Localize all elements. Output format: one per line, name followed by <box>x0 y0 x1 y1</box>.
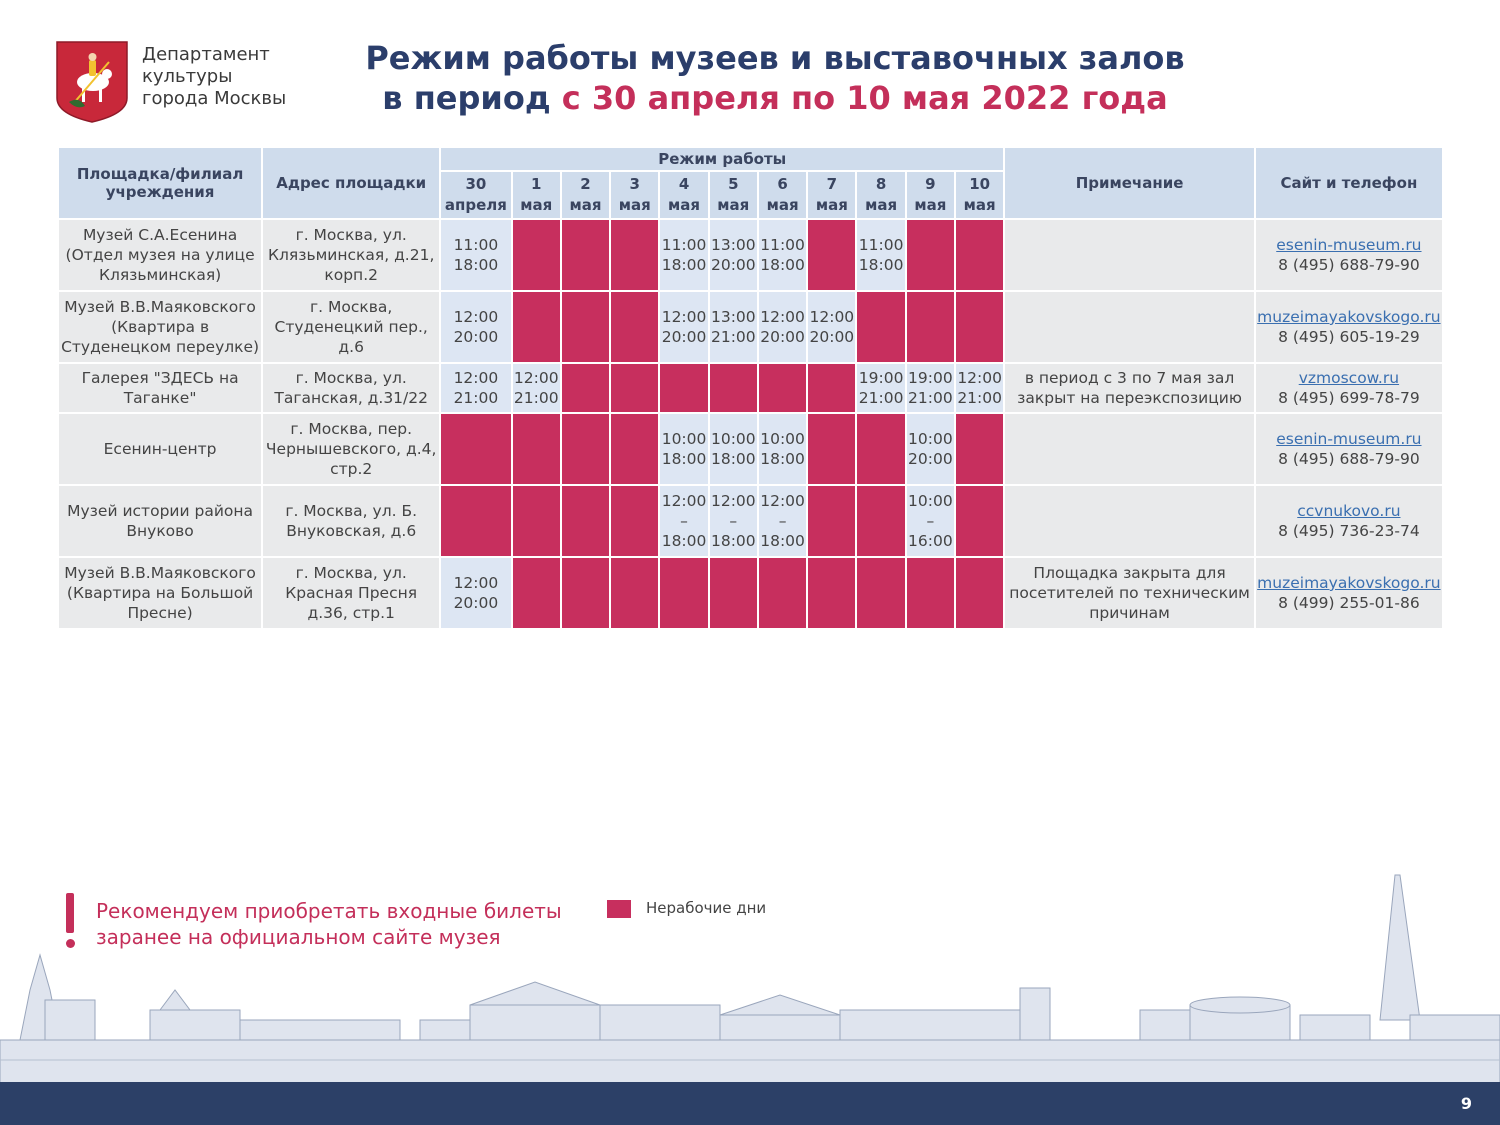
museum-website-link[interactable]: esenin-museum.ru <box>1276 430 1422 448</box>
hours-line: 12:00 <box>453 308 499 326</box>
hours-line: 18:00 <box>453 256 499 274</box>
venue-cell: Музей В.В.Маяковского (Квартира в Студенецком переулке) <box>59 292 261 362</box>
hours-cell <box>441 292 510 362</box>
header-venue: Площадка/филиал учреждения <box>59 148 261 218</box>
day-month: мая <box>815 196 848 214</box>
site-phone-cell <box>1256 220 1442 290</box>
hours-cell <box>441 558 510 628</box>
hours-line: 12:00 <box>957 369 1002 387</box>
venue-cell: Музей С.А.Есенина (Отдел музея на улице Клязьминская) <box>59 220 261 290</box>
closed-day-cell <box>562 486 609 556</box>
hours-line: 21:00 <box>710 328 756 346</box>
hours-line: 20:00 <box>453 328 499 346</box>
page-number: 9 <box>1460 1094 1472 1113</box>
hours-cell <box>759 414 806 484</box>
dept-line-1: Департамент <box>142 44 270 65</box>
hours-line: 12:00 <box>760 308 805 326</box>
table-header <box>59 148 1442 218</box>
day-header <box>907 172 954 218</box>
site-phone-cell <box>1256 292 1442 362</box>
site-phone-cell <box>1256 486 1442 556</box>
hours-cell <box>857 220 904 290</box>
site-phone-cell <box>1256 558 1442 628</box>
hours-line: 12:00 <box>453 369 499 387</box>
hours-line: 11:00 <box>453 236 499 254</box>
venue-cell: Галерея "ЗДЕСЬ на Таганке" <box>59 364 261 412</box>
venue-cell: Музей истории района Внуково <box>59 486 261 556</box>
closed-day-cell <box>759 364 806 412</box>
hours-line: 21:00 <box>858 389 904 407</box>
phone-number: 8 (495) 688-79-90 <box>1278 256 1420 274</box>
museum-website-link[interactable]: muzeimayakovskogo.ru <box>1257 574 1441 592</box>
day-number: 30 <box>465 175 487 193</box>
hours-cell <box>513 364 560 412</box>
site-phone-cell <box>1256 414 1442 484</box>
hours-cell <box>660 414 707 484</box>
closed-day-cell <box>513 220 560 290</box>
day-number: 2 <box>580 175 591 193</box>
hours-cell <box>710 486 757 556</box>
hours-line: 10:00 <box>908 492 953 510</box>
address-cell: г. Москва, ул. Красная Пресня д.36, стр.1 <box>263 558 439 628</box>
closed-day-cell <box>611 414 658 484</box>
hours-line: 18:00 <box>760 532 805 550</box>
day-number: 1 <box>531 175 542 193</box>
hours-cell <box>808 292 855 362</box>
table-row <box>59 558 1442 628</box>
day-number: 8 <box>875 175 887 193</box>
hours-line: 18:00 <box>710 532 756 550</box>
note-cell <box>1005 220 1253 290</box>
hours-cell <box>660 220 707 290</box>
day-header <box>611 172 658 218</box>
hours-line: 19:00 <box>908 369 953 387</box>
hours-cell <box>907 414 954 484</box>
day-month: мая <box>766 196 799 214</box>
recommendation-line-2: заранее на официальном сайте музея <box>96 925 501 949</box>
closed-day-cell <box>611 220 658 290</box>
note-cell: в период с 3 по 7 мая зал закрыт на переэкспозицию <box>1005 364 1253 412</box>
day-number: 6 <box>777 175 788 193</box>
hours-cell <box>660 292 707 362</box>
hours-line: 12:00 <box>661 492 707 510</box>
hours-cell <box>857 364 904 412</box>
closed-day-cell <box>611 364 658 412</box>
closed-day-cell <box>956 558 1003 628</box>
closed-day-cell <box>562 292 609 362</box>
footer-band <box>0 1082 1500 1125</box>
hours-line: 18:00 <box>760 256 805 274</box>
closed-day-cell <box>513 558 560 628</box>
day-header <box>562 172 609 218</box>
hours-cell <box>710 220 757 290</box>
venue-cell: Есенин-центр <box>59 414 261 484</box>
closed-day-cell <box>562 364 609 412</box>
museum-website-link[interactable]: vzmoscow.ru <box>1298 369 1400 387</box>
closed-day-cell <box>857 292 904 362</box>
hours-line: 20:00 <box>809 328 855 346</box>
hours-line: 20:00 <box>710 256 756 274</box>
closed-day-cell <box>857 558 904 628</box>
hours-line: 13:00 <box>710 236 756 254</box>
closed-day-cell <box>513 292 560 362</box>
department-name <box>142 44 286 110</box>
hours-line: 10:00 <box>760 430 805 448</box>
hours-line: 20:00 <box>760 328 805 346</box>
day-month: мая <box>717 196 750 214</box>
closed-day-cell <box>956 292 1003 362</box>
closed-day-cell <box>441 486 510 556</box>
hours-line: – <box>926 512 935 530</box>
title-line-1: Режим работы музеев и выставочных залов <box>365 39 1185 77</box>
hours-line: 12:00 <box>661 308 707 326</box>
hours-line: 18:00 <box>661 256 707 274</box>
phone-number: 8 (495) 736-23-74 <box>1278 522 1420 540</box>
hours-cell <box>710 414 757 484</box>
hours-line: 18:00 <box>858 256 904 274</box>
hours-line: 11:00 <box>858 236 904 254</box>
moscow-skyline-illustration <box>0 870 1500 1085</box>
hours-line: 13:00 <box>710 308 756 326</box>
closed-day-cell <box>857 414 904 484</box>
day-header <box>441 172 510 218</box>
day-month: мая <box>520 196 553 214</box>
hours-cell <box>907 486 954 556</box>
closed-day-cell <box>808 414 855 484</box>
address-cell: г. Москва, ул. Б. Внуковская, д.6 <box>263 486 439 556</box>
hours-cell <box>759 220 806 290</box>
closed-day-cell <box>907 558 954 628</box>
closed-day-cell <box>907 292 954 362</box>
hours-line: 10:00 <box>908 430 953 448</box>
day-header <box>808 172 855 218</box>
hours-cell <box>956 364 1003 412</box>
venue-cell: Музей В.В.Маяковского (Квартира на Большой Пресне) <box>59 558 261 628</box>
note-cell: Площадка закрыта для посетителей по техническим причинам <box>1005 558 1253 628</box>
hours-line: 20:00 <box>453 594 499 612</box>
hours-line: 12:00 <box>760 492 805 510</box>
museum-website-link[interactable]: ccvnukovo.ru <box>1297 502 1401 520</box>
hours-line: 18:00 <box>710 450 756 468</box>
day-number: 5 <box>728 175 739 193</box>
closed-day-cell <box>857 486 904 556</box>
day-month: апреля <box>444 196 507 214</box>
day-header <box>710 172 757 218</box>
closed-day-cell <box>611 558 658 628</box>
day-header <box>513 172 560 218</box>
hours-line: 10:00 <box>710 430 756 448</box>
title-period-highlight: с 30 апреля по 10 мая 2022 года <box>561 79 1168 117</box>
closed-day-cell <box>759 558 806 628</box>
hours-line: 11:00 <box>661 236 707 254</box>
hours-cell <box>759 292 806 362</box>
day-number: 10 <box>969 175 991 193</box>
hours-line: 12:00 <box>809 308 855 326</box>
hours-line: 16:00 <box>908 532 953 550</box>
closed-day-cell <box>611 486 658 556</box>
day-number: 7 <box>826 175 838 193</box>
address-cell: г. Москва, ул. Таганская, д.31/22 <box>263 364 439 412</box>
hours-line: – <box>680 512 688 530</box>
hours-line: 21:00 <box>908 389 953 407</box>
hours-line: 20:00 <box>661 328 707 346</box>
closed-day-cell <box>562 220 609 290</box>
address-cell: г. Москва, пер. Чернышевского, д.4, стр.2 <box>263 414 439 484</box>
phone-number: 8 (495) 688-79-90 <box>1278 450 1420 468</box>
hours-line: 18:00 <box>661 532 707 550</box>
address-cell: г. Москва, ул. Клязьминская, д.21, корп.2 <box>263 220 439 290</box>
closed-day-cell <box>956 486 1003 556</box>
closed-day-cell <box>808 220 855 290</box>
hours-line: 20:00 <box>908 450 953 468</box>
hours-line: 12:00 <box>710 492 756 510</box>
address-cell: г. Москва, Студенецкий пер., д.6 <box>263 292 439 362</box>
hours-line: 12:00 <box>513 369 559 387</box>
header-note: Примечание <box>1005 148 1253 218</box>
table-row <box>59 486 1442 556</box>
museum-website-link[interactable]: muzeimayakovskogo.ru <box>1257 308 1441 326</box>
header-schedule: Режим работы <box>441 148 1003 170</box>
recommendation-line-1: Рекомендуем приобретать входные билеты <box>96 899 562 923</box>
day-number: 4 <box>678 175 690 193</box>
closed-day-cell <box>441 414 510 484</box>
schedule-table <box>57 146 1444 630</box>
closed-day-cell <box>562 414 609 484</box>
table-body <box>59 220 1442 628</box>
closed-day-cell <box>611 292 658 362</box>
table-row <box>59 364 1442 412</box>
hours-line: 18:00 <box>661 450 707 468</box>
title-line-2-prefix: в период <box>382 79 562 117</box>
hours-cell <box>441 364 510 412</box>
table-row <box>59 220 1442 290</box>
hours-line: – <box>778 512 787 530</box>
dept-line-3: города Москвы <box>142 88 287 109</box>
legend-label-closed: Нерабочие дни <box>646 899 767 917</box>
closed-day-cell <box>956 220 1003 290</box>
table-row <box>59 414 1442 484</box>
closed-day-cell <box>808 364 855 412</box>
closed-day-cell <box>710 364 757 412</box>
site-phone-cell <box>1256 364 1442 412</box>
closed-day-cell <box>956 414 1003 484</box>
day-month: мая <box>668 196 701 214</box>
header-site-phone: Сайт и телефон <box>1256 148 1442 218</box>
dept-line-2: культуры <box>142 66 233 87</box>
hours-line: 12:00 <box>453 574 499 592</box>
day-month: мая <box>914 196 947 214</box>
day-header <box>857 172 904 218</box>
hours-cell <box>441 220 510 290</box>
day-number: 3 <box>629 175 640 193</box>
header-address: Адрес площадки <box>263 148 439 218</box>
hours-line: 18:00 <box>760 450 805 468</box>
closed-day-cell <box>808 558 855 628</box>
day-number: 9 <box>925 175 936 193</box>
closed-day-cell <box>562 558 609 628</box>
hours-cell <box>907 364 954 412</box>
moscow-coat-of-arms-logo <box>55 40 129 124</box>
closed-day-cell <box>513 414 560 484</box>
phone-number: 8 (495) 605-19-29 <box>1278 328 1420 346</box>
note-cell <box>1005 292 1253 362</box>
closed-day-cell <box>808 486 855 556</box>
hours-line: 10:00 <box>661 430 707 448</box>
hours-line: 19:00 <box>858 369 904 387</box>
note-cell <box>1005 486 1253 556</box>
closed-day-cell <box>660 364 707 412</box>
hours-line: 21:00 <box>453 389 499 407</box>
closed-day-cell <box>907 220 954 290</box>
phone-number: 8 (499) 255-01-86 <box>1278 594 1420 612</box>
title-line-2 <box>310 78 1240 118</box>
note-cell <box>1005 414 1253 484</box>
hours-cell <box>660 486 707 556</box>
closed-day-cell <box>660 558 707 628</box>
day-month: мая <box>865 196 898 214</box>
phone-number: 8 (495) 699-78-79 <box>1278 389 1420 407</box>
closed-day-cell <box>513 486 560 556</box>
museum-website-link[interactable]: esenin-museum.ru <box>1276 236 1422 254</box>
hours-line: 21:00 <box>513 389 559 407</box>
hours-line: – <box>729 512 738 530</box>
table-row <box>59 292 1442 362</box>
closed-day-cell <box>710 558 757 628</box>
day-month: мая <box>569 196 602 214</box>
day-header <box>759 172 806 218</box>
page-title <box>310 38 1240 118</box>
hours-line: 21:00 <box>957 389 1002 407</box>
day-month: мая <box>618 196 651 214</box>
day-month: мая <box>963 196 996 214</box>
day-header <box>660 172 707 218</box>
day-header <box>956 172 1003 218</box>
hours-cell <box>759 486 806 556</box>
hours-line: 11:00 <box>760 236 805 254</box>
hours-cell <box>710 292 757 362</box>
